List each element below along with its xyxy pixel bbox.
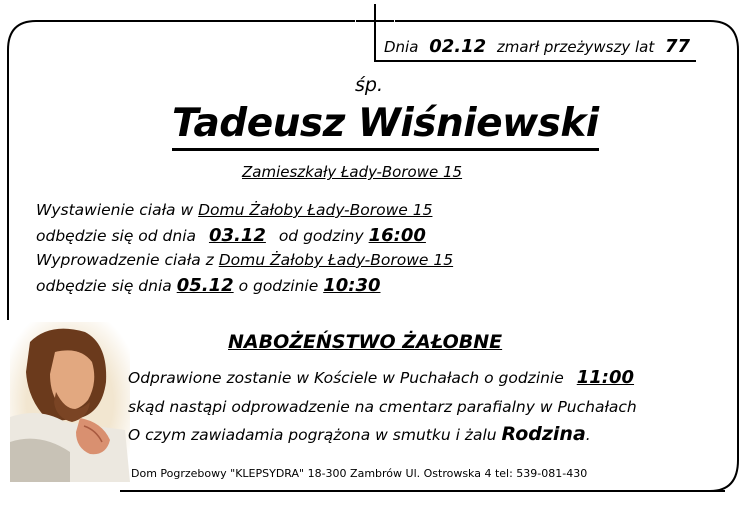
service-church-text: Odprawione zostanie w Kościele w Puchałach o godzinie (128, 369, 564, 387)
death-text: zmarł przeżywszy lat (496, 38, 655, 56)
praying-jesus-image (10, 322, 130, 482)
frame-bottom (120, 490, 725, 492)
viewing-date: 03.12 (208, 225, 266, 246)
family-suffix: . (585, 426, 591, 444)
viewing-place: Domu Żałoby Łady-Borowe 15 (198, 201, 433, 219)
frame-corner-right (690, 20, 750, 480)
day-value: 02.12 (429, 36, 487, 57)
departure-line-1 (36, 251, 453, 269)
service-line-3 (128, 423, 591, 445)
departure-time: 10:30 (323, 275, 381, 296)
cross-vertical (374, 4, 376, 62)
age-value: 77 (665, 36, 691, 57)
frame-top-left (100, 20, 355, 22)
departure-date: 05.12 (176, 275, 234, 296)
funeral-home-footer: Dom Pogrzebowy "KLEPSYDRA" 18-300 Zambrów Ul. Ostrowska 4 tel: 539-081-430 (131, 467, 588, 480)
deceased-name: Tadeusz Wiśniewski (172, 102, 599, 151)
viewing-date-prefix: odbędzie się od dnia (36, 227, 197, 245)
departure-line-2 (36, 275, 381, 296)
departure-hour-label: o godzinie (238, 277, 319, 295)
frame-top-right (395, 20, 695, 22)
departure-place: Domu Żałoby Łady-Borowe 15 (218, 251, 454, 269)
viewing-line-2 (36, 225, 426, 246)
service-line-2: skąd nastąpi odprowadzenie na cmentarz parafialny w Puchałach (128, 398, 637, 416)
honorific: śp. (355, 74, 383, 96)
departure-prefix: Wyprowadzenie ciała z (36, 251, 214, 269)
frame-corner-bottom-right (700, 440, 748, 492)
service-line-1 (128, 367, 634, 388)
service-title: NABOŻEŃSTWO ŻAŁOBNE (228, 331, 503, 353)
departure-date-prefix: odbędzie się dnia (36, 277, 172, 295)
viewing-prefix: Wystawienie ciała w (36, 201, 194, 219)
frame-header-underline (376, 60, 696, 62)
family-notice-text: O czym zawiadamia pogrążona w smutku i żalu (128, 426, 497, 444)
service-time: 11:00 (576, 367, 635, 388)
death-header (384, 36, 690, 57)
day-label: Dnia (384, 38, 419, 56)
viewing-line-1 (36, 201, 432, 219)
viewing-hour-label: od godziny (278, 227, 364, 245)
family-name: Rodzina (501, 423, 586, 445)
residence: Zamieszkały Łady-Borowe 15 (242, 163, 463, 181)
cross-horizontal (356, 20, 394, 22)
viewing-time: 16:00 (368, 225, 426, 246)
